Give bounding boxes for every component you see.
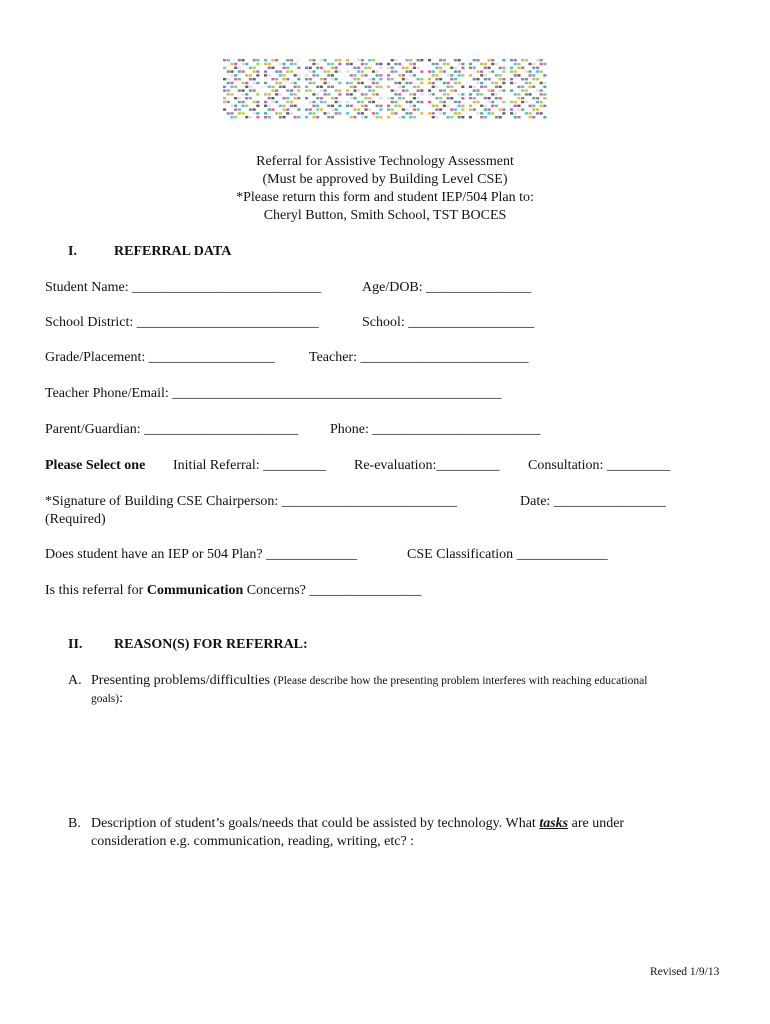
item-b-line1 [91,815,624,833]
logo-letter-b [346,59,382,118]
item-a-main: Presenting problems/difficulties [91,673,270,688]
logo-letter-e [469,59,505,118]
section-2-numeral: II. [68,637,83,652]
form-subtitle: (Must be approved by Building Level CSE) [262,172,508,187]
logo-letter-o [387,59,423,118]
return-address: Cheryl Button, Smith School, TST BOCES [263,208,507,223]
item-b-post: are under [568,816,625,831]
school-district-field[interactable]: School District: __________________________ [45,315,319,330]
teacher-contact-field[interactable]: Teacher Phone/Email: _______________________________________________ [45,386,502,401]
signature-required-note: (Required) [45,512,106,527]
return-instruction: *Please return this form and student IEP/504 Plan to: [236,190,534,205]
consultation-option[interactable]: Consultation: _________ [528,458,670,473]
parent-guardian-field[interactable]: Parent/Guardian: ______________________ [45,422,299,437]
grade-placement-field[interactable]: Grade/Placement: __________________ [45,350,275,365]
reevaluation-option[interactable]: Re-evaluation:_________ [354,458,500,473]
section-1-numeral: I. [68,244,77,259]
item-a-colon: : [119,691,123,706]
school-field[interactable]: School: __________________ [362,315,535,330]
teacher-field[interactable]: Teacher: ________________________ [309,350,529,365]
student-name-field[interactable]: Student Name: ___________________________ [45,280,322,295]
initial-referral-option[interactable]: Initial Referral: _________ [173,458,327,473]
select-one-label: Please Select one [45,458,146,473]
logo-letter-c [428,59,464,118]
logo-letter-s [264,59,300,118]
comm-prefix: Is this referral for [45,583,147,598]
item-a-marker: A. [68,673,82,688]
comm-suffix: Concerns? ________________ [243,583,422,598]
section-2-title: REASON(S) FOR REFERRAL: [114,637,308,652]
phone-field[interactable]: Phone: ________________________ [330,422,541,437]
item-b-marker: B. [68,816,81,831]
cse-signature-field[interactable]: *Signature of Building CSE Chairperson: _________________________ [45,494,457,509]
communication-concerns-question[interactable] [45,582,421,600]
iep-504-question[interactable]: Does student have an IEP or 504 Plan? _____________ [45,547,358,562]
item-a-note-cont: goals) [91,693,120,705]
form-title: Referral for Assistive Technology Assessment [256,154,514,169]
cse-classification-field[interactable]: CSE Classification _____________ [407,547,608,562]
section-1-title: REFERRAL DATA [114,244,232,259]
tst-boces-logo [221,57,549,121]
comm-bold: Communication [146,583,244,598]
item-a-text-cont [91,690,123,708]
item-b-line2: consideration e.g. communication, reading, writing, etc? : [91,834,415,849]
item-a-note: (Please describe how the presenting problem interferes with reaching educational [273,675,648,687]
item-b-pre: Description of student’s goals/needs that could be assisted by technology. What [91,816,540,831]
logo-letter-t [305,59,341,118]
item-a-text [91,672,647,690]
age-dob-field[interactable]: Age/DOB: _______________ [362,280,532,295]
revision-date: Revised 1/9/13 [650,966,720,978]
logo-letter-t [223,59,259,118]
item-b-tasks: tasks [539,816,569,831]
date-field[interactable]: Date: ________________ [520,494,666,509]
logo-letter-s [510,59,546,118]
